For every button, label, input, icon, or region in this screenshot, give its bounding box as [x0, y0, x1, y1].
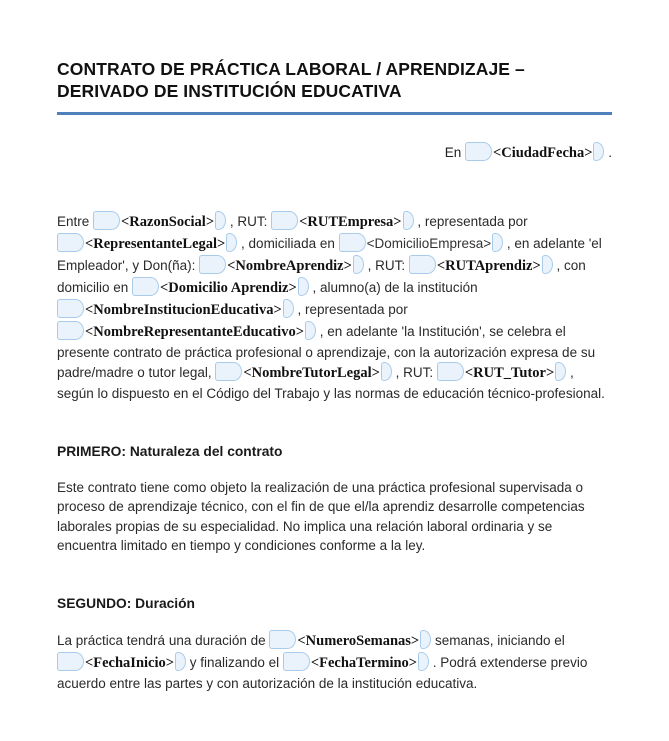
field-start-bracket-icon [271, 211, 298, 230]
field-start-bracket-icon [409, 255, 436, 274]
merge-field[interactable] [339, 236, 504, 251]
field-label: <RUT_Tutor> [464, 365, 555, 382]
field-label: <RepresentanteLegal> [85, 235, 226, 252]
field-start-bracket-icon [57, 652, 84, 671]
document-title: CONTRATO DE PRÁCTICA LABORAL / APRENDIZAJE – DERIVADO DE INSTITUCIÓN EDUCATIVA [57, 58, 612, 115]
field-start-bracket-icon [269, 630, 296, 649]
field-end-bracket-icon [555, 362, 566, 381]
field-label: <FechaInicio> [85, 655, 175, 672]
field-start-bracket-icon [93, 211, 120, 230]
merge-field[interactable] [93, 214, 226, 229]
field-end-bracket-icon [418, 652, 429, 671]
merge-field[interactable] [437, 365, 566, 380]
merge-field[interactable] [57, 236, 237, 251]
field-start-bracket-icon [199, 255, 226, 274]
field-start-bracket-icon [339, 233, 366, 252]
field-label: <NumeroSemanas> [297, 633, 420, 650]
section-body-segundo: La práctica tendrá una duración de <NumeroSemanas> semanas, iniciando el <FechaInicio> y finalizando el <FechaTermino> . Podrá extenderse previo acuerdo entre las partes y con autorización de la institución educativa. [57, 630, 612, 694]
field-start-bracket-icon [283, 652, 310, 671]
merge-field[interactable] [283, 655, 429, 670]
merge-field[interactable] [269, 633, 431, 648]
field-end-bracket-icon [492, 233, 503, 252]
field-start-bracket-icon [465, 142, 492, 161]
merge-field[interactable] [271, 214, 413, 229]
field-end-bracket-icon [305, 321, 316, 340]
field-end-bracket-icon [226, 233, 237, 252]
field-start-bracket-icon [132, 277, 159, 296]
section-body-primero: Este contrato tiene como objeto la realización de una práctica profesional supervisada o proceso de aprendizaje técnico, con el fin de que el/la aprendiz desarrolle competencias laborales propias de su especialidad. No implica una relación laboral ordinaria y se encuentra limitado en tiempo y condiciones conforme a la ley. [57, 479, 585, 554]
field-label: <CiudadFecha> [492, 144, 593, 161]
field-label: <Domicilio Aprendiz> [160, 279, 297, 296]
merge-field[interactable] [409, 258, 553, 273]
intro-paragraph: Entre <RazonSocial> , RUT: <RUTEmpresa> , representada por <RepresentanteLegal> , domiciliada en <DomicilioEmpresa> , en adelante 'el Empleador', y Don(ña): <NombreAprendiz> , RUT: <RUTAprendiz> , con domicilio en <Domicilio Aprendiz> , alumno(a) de la institución <NombreInstitucionEducativa> , representada por <NombreRepresentanteEducativo> , en adelante 'la Institución', se celebra el presente contrato de práctica profesional o aprendizaje, con la autorización expresa de su padre/madre o tutor legal, <NombreTutorLegal> , RUT: <RUT_Tutor> , según lo dispuesto en el Código del Trabajo y las normas de educación técnico-profesional. [57, 211, 612, 404]
field-end-bracket-icon [283, 299, 294, 318]
field-end-bracket-icon [593, 142, 604, 161]
merge-field[interactable] [132, 280, 309, 295]
field-start-bracket-icon [437, 362, 464, 381]
field-end-bracket-icon [215, 211, 226, 230]
field-start-bracket-icon [57, 321, 84, 340]
section-heading-primero: PRIMERO: Naturaleza del contrato [57, 443, 283, 459]
section-heading-segundo: SEGUNDO: Duración [57, 596, 195, 612]
field-end-bracket-icon [175, 652, 186, 671]
field-end-bracket-icon [420, 630, 431, 649]
field-label: <RUTAprendiz> [436, 257, 541, 274]
merge-field[interactable] [57, 324, 316, 339]
field-label: <NombreTutorLegal> [243, 365, 380, 382]
field-end-bracket-icon [403, 211, 414, 230]
field-end-bracket-icon [381, 362, 392, 381]
field-label: <DomicilioEmpresa> [366, 235, 492, 251]
field-end-bracket-icon [298, 277, 309, 296]
merge-field[interactable] [57, 655, 186, 670]
field-start-bracket-icon [215, 362, 242, 381]
field-label: <RazonSocial> [121, 213, 215, 230]
field-start-bracket-icon [57, 299, 84, 318]
merge-field[interactable] [199, 258, 364, 273]
field-end-bracket-icon [542, 255, 553, 274]
merge-field[interactable] [215, 365, 392, 380]
field-label: <NombreAprendiz> [227, 257, 352, 274]
field-label: <NombreInstitucionEducativa> [85, 301, 282, 318]
field-label: <RUTEmpresa> [299, 213, 402, 230]
field-label: <NombreRepresentanteEducativo> [85, 323, 304, 340]
field-end-bracket-icon [353, 255, 364, 274]
field-label: <FechaTermino> [310, 655, 418, 672]
merge-field[interactable] [465, 145, 605, 160]
dateline: En <CiudadFecha> . [57, 142, 612, 165]
merge-field[interactable] [57, 302, 294, 317]
field-start-bracket-icon [57, 233, 84, 252]
